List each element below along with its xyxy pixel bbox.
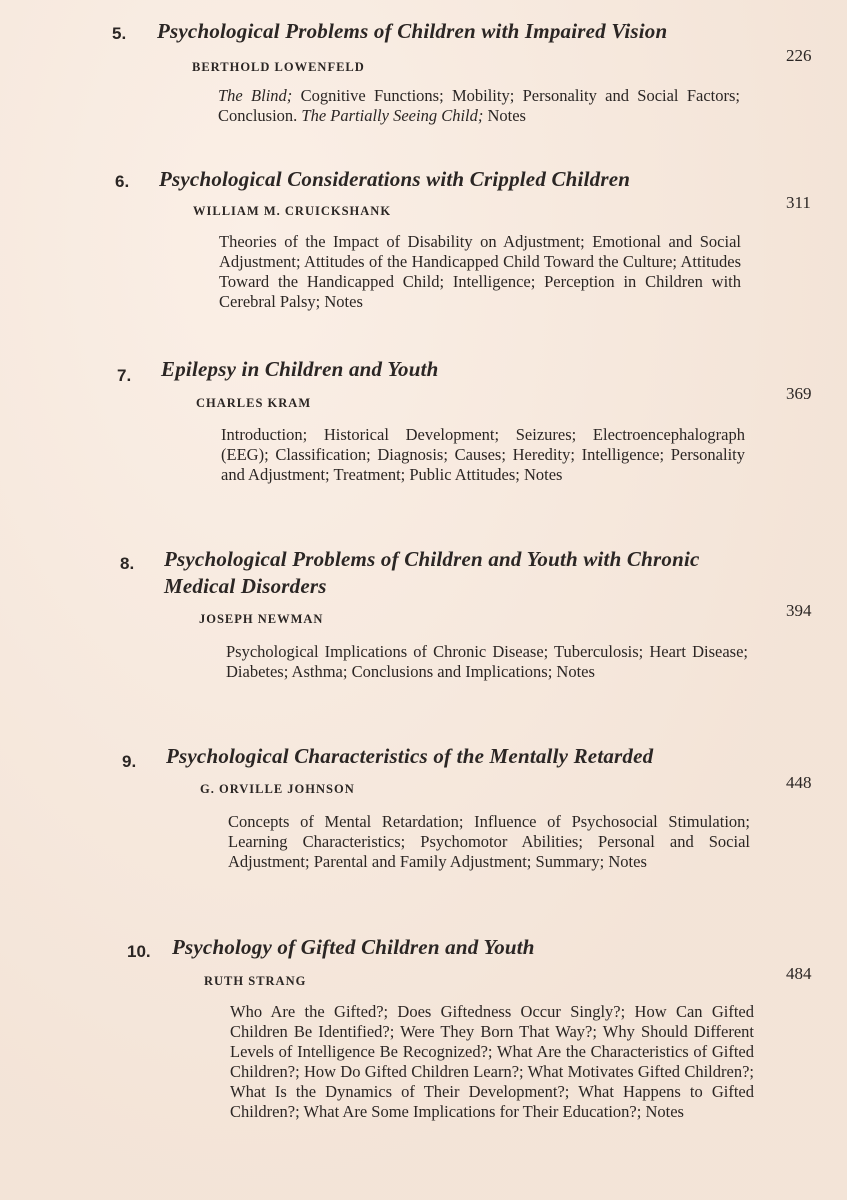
chapter-number: 10. <box>127 942 151 961</box>
chapter-title: Psychological Problems of Children with Impaired Vision <box>157 19 668 43</box>
chapter-title: Psychological Problems of Children and Youth with Chronic Medical Disorders <box>164 547 700 598</box>
chapter-title: Epilepsy in Children and Youth <box>161 357 439 381</box>
chapter-author: BERTHOLD LOWENFELD <box>192 60 365 74</box>
desc-italic-1: The Blind; <box>218 86 293 105</box>
chapter-number: 5. <box>112 24 127 43</box>
page-number: 484 <box>786 964 812 983</box>
page-number: 369 <box>786 384 812 403</box>
page-number: 448 <box>786 773 812 792</box>
page-number: 394 <box>786 601 812 620</box>
chapter-number: 9. <box>122 752 137 771</box>
chapter-author: CHARLES KRAM <box>196 396 312 410</box>
chapter-description: Theories of the Impact of Disability on Adjustment; Emotional and Social Adjustment; Attitudes of the Handicapped Child Toward the Culture; Attitudes Toward the Handicapped Child; Intelligence; Perception in Children with Cerebral Palsy; Notes <box>219 232 741 311</box>
chapter-title: Psychological Characteristics of the Mentally Retarded <box>166 744 654 768</box>
chapter-number: 8. <box>120 554 135 573</box>
chapter-number: 7. <box>117 366 132 385</box>
chapter-description <box>218 86 740 126</box>
chapter-author: G. ORVILLE JOHNSON <box>200 782 355 796</box>
desc-text-1: Cognitive Functions; Mobility; Personality and Social Factors; Conclusion. <box>218 86 740 125</box>
chapter-title: Psychology of Gifted Children and Youth <box>172 935 535 959</box>
chapter-description: Introduction; Historical Development; Seizures; Electroencephalograph (EEG); Classification; Diagnosis; Causes; Heredity; Intelligence; Personality and Adjustment; Treatment; Public Attitudes; Notes <box>221 425 745 484</box>
chapter-author: JOSEPH NEWMAN <box>199 612 324 626</box>
chapter-author: RUTH STRANG <box>204 974 307 988</box>
chapter-description: Concepts of Mental Retardation; Influence of Psychosocial Stimulation; Learning Characteristics; Psychomotor Abilities; Personal and Social Adjustment; Parental and Family Adjustment; Summary; Notes <box>228 812 750 871</box>
page-number: 226 <box>786 46 812 65</box>
desc-text-2: Notes <box>483 106 526 125</box>
page-number: 311 <box>786 193 811 212</box>
chapter-title: Psychological Considerations with Crippled Children <box>159 167 631 191</box>
chapter-description: Psychological Implications of Chronic Disease; Tuberculosis; Heart Disease; Diabetes; Asthma; Conclusions and Implications; Notes <box>226 642 748 681</box>
desc-italic-2: The Partially Seeing Child; <box>301 106 484 125</box>
chapter-description: Who Are the Gifted?; Does Giftedness Occur Singly?; How Can Gifted Children Be Identified?; Were They Born That Way?; Why Should Different Levels of Intelligence Be Recognized?; What Are the Characteristics of Gifted Children?; How Do Gifted Children Learn?; What Motivates Gifted Children?; What Is the Dynamics of Their Development?; What Happens to Gifted Children?; What Are Some Implications for Their Education?; Notes <box>230 1002 754 1121</box>
chapter-number: 6. <box>115 172 130 191</box>
chapter-author: WILLIAM M. CRUICKSHANK <box>193 204 392 218</box>
